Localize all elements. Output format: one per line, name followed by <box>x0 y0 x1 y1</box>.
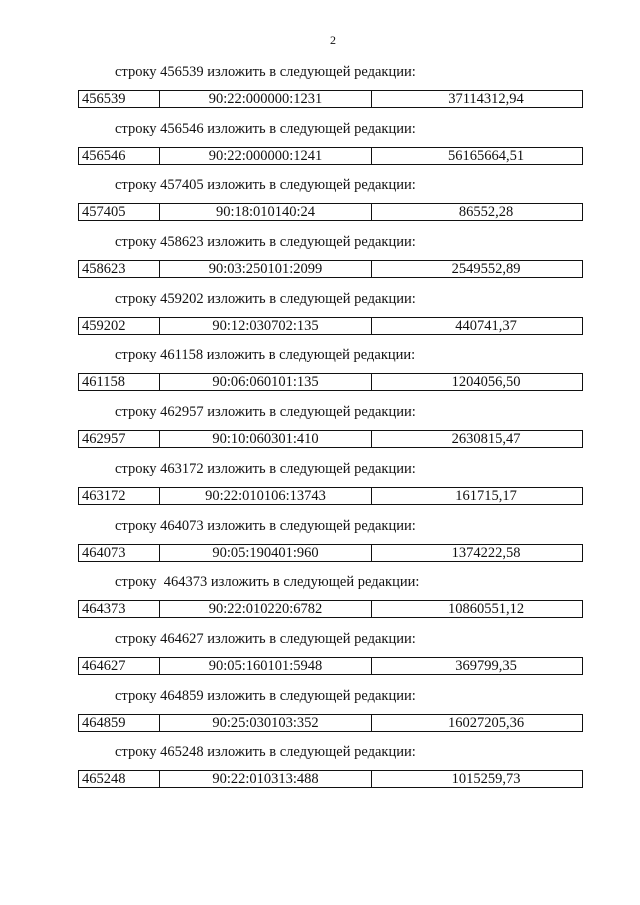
table-row <box>78 657 583 675</box>
cadastral-number: 90:05:190401:960 <box>160 545 372 561</box>
cadastral-value: 2630815,47 <box>451 431 521 448</box>
row-code: 464073 <box>79 545 160 561</box>
amendment-list <box>78 61 583 798</box>
amendment-caption: строку 458623 изложить в следующей редакции: <box>115 234 416 251</box>
cadastral-value: 56165664,51 <box>447 147 525 164</box>
amendment-caption: строку 457405 изложить в следующей редакции: <box>115 177 416 194</box>
row-code: 461158 <box>79 374 160 390</box>
table-row <box>78 770 583 788</box>
table-row <box>78 487 583 505</box>
cadastral-value: 86552,28 <box>458 204 514 221</box>
table-row <box>78 544 583 562</box>
cadastral-value: 1015259,73 <box>451 771 521 788</box>
cadastral-number: 90:22:010106:13743 <box>160 488 372 504</box>
cadastral-number: 90:22:000000:1231 <box>160 91 372 107</box>
cadastral-number: 90:22:000000:1241 <box>160 148 372 164</box>
amendment-entry <box>78 685 583 742</box>
cadastral-number: 90:03:250101:2099 <box>160 261 372 277</box>
amendment-caption: строку 465248 изложить в следующей редакции: <box>115 744 416 761</box>
row-code: 456539 <box>79 91 160 107</box>
cadastral-number: 90:06:060101:135 <box>160 374 372 390</box>
amendment-entry <box>78 401 583 458</box>
amendment-caption: строку 463172 изложить в следующей редакции: <box>115 460 416 477</box>
amendment-entry <box>78 231 583 288</box>
table-row <box>78 430 583 448</box>
amendment-entry <box>78 61 583 118</box>
row-code: 465248 <box>79 771 160 787</box>
cadastral-value: 1204056,50 <box>451 374 521 391</box>
cadastral-value: 37114312,94 <box>448 91 524 107</box>
cadastral-number: 90:10:060301:410 <box>160 431 372 447</box>
table-row <box>78 373 583 391</box>
amendment-caption: строку 464073 изложить в следующей редакции: <box>115 517 416 534</box>
row-code: 458623 <box>79 261 160 277</box>
table-row <box>78 260 583 278</box>
cadastral-number: 90:22:010220:6782 <box>160 601 372 617</box>
row-code: 456546 <box>79 148 160 164</box>
amendment-entry <box>78 741 583 798</box>
amendment-caption: строку 456539 изложить в следующей редакции: <box>115 64 416 80</box>
row-code: 457405 <box>79 204 160 220</box>
cadastral-value: 2549552,89 <box>451 261 521 278</box>
amendment-caption: строку 461158 изложить в следующей редакции: <box>115 347 416 364</box>
amendment-entry <box>78 628 583 685</box>
table-row <box>78 147 583 165</box>
amendment-entry <box>78 118 583 175</box>
row-code: 464627 <box>79 658 160 674</box>
cadastral-number: 90:22:010313:488 <box>160 771 372 787</box>
row-code: 464373 <box>79 601 160 617</box>
cadastral-number: 90:05:160101:5948 <box>160 658 372 674</box>
amendment-caption: строку 456546 изложить в следующей редакции: <box>115 120 416 137</box>
amendment-caption: строку 464373 изложить в следующей редакции: <box>115 574 420 591</box>
cadastral-number: 90:25:030103:352 <box>160 715 372 731</box>
amendment-caption: строку 464859 изложить в следующей редакции: <box>115 687 416 704</box>
row-code: 459202 <box>79 318 160 334</box>
page-number: 2 <box>330 33 336 47</box>
amendment-caption: строку 464627 изложить в следующей редакции: <box>115 630 416 647</box>
cadastral-value: 369799,35 <box>455 657 517 674</box>
table-row <box>78 90 583 108</box>
cadastral-value: 161715,17 <box>455 487 517 504</box>
amendment-entry <box>78 174 583 231</box>
cadastral-number: 90:18:010140:24 <box>160 204 372 220</box>
table-row <box>78 714 583 732</box>
amendment-caption: строку 462957 изложить в следующей редакции: <box>115 404 416 421</box>
cadastral-value: 10860551,12 <box>447 601 525 618</box>
table-row <box>78 600 583 618</box>
cadastral-value: 16027205,36 <box>447 714 525 731</box>
amendment-entry <box>78 288 583 345</box>
amendment-entry <box>78 344 583 401</box>
row-code: 463172 <box>79 488 160 504</box>
cadastral-value: 440741,37 <box>455 317 517 334</box>
amendment-caption: строку 459202 изложить в следующей редакции: <box>115 290 416 307</box>
cadastral-number: 90:12:030702:135 <box>160 318 372 334</box>
table-row <box>78 203 583 221</box>
table-row <box>78 317 583 335</box>
amendment-entry <box>78 458 583 515</box>
row-code: 464859 <box>79 715 160 731</box>
cadastral-value: 1374222,58 <box>451 544 521 561</box>
amendment-entry <box>78 515 583 572</box>
amendment-entry <box>78 571 583 628</box>
row-code: 462957 <box>79 431 160 447</box>
